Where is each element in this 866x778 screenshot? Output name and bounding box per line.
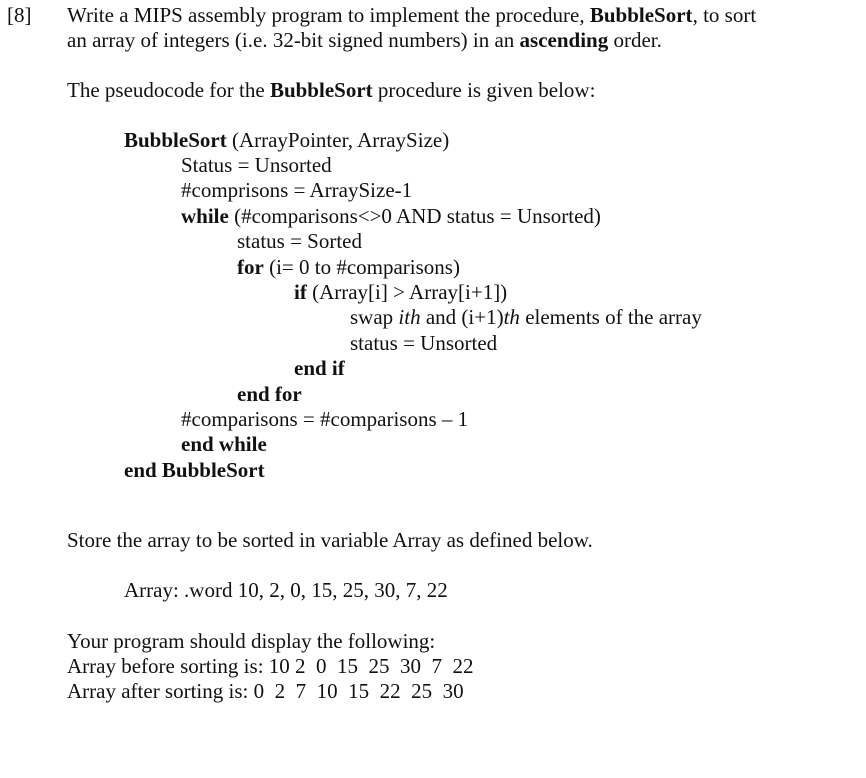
pseudocode-intro: The pseudocode for the BubbleSort procedure is given below:: [67, 78, 596, 102]
pseudocode-line: #comprisons = ArraySize-1: [181, 178, 413, 202]
pseudocode-line: end if: [294, 356, 345, 380]
pseudocode-line: status = Sorted: [237, 229, 363, 253]
sort-order: ascending: [519, 28, 609, 52]
marks-label: [8]: [7, 3, 32, 27]
pseudocode-line: for (i= 0 to #comparisons): [237, 255, 460, 279]
pseudocode-line: swap ith and (i+1)th elements of the array: [350, 305, 702, 329]
output-heading: Your program should display the following:: [67, 629, 436, 653]
output-before: Array before sorting is: 10 2 0 15 25 30 7 22: [67, 654, 474, 678]
pseudocode-line: BubbleSort (ArrayPointer, ArraySize): [124, 128, 450, 152]
pseudocode-line: status = Unsorted: [350, 331, 498, 355]
pseudocode-line: Status = Unsorted: [181, 153, 332, 177]
store-instruction: Store the array to be sorted in variable Array as defined below.: [67, 528, 593, 552]
procedure-name: BubbleSort: [589, 3, 693, 27]
pseudocode-line: end for: [237, 382, 302, 406]
pseudocode-line: end while: [181, 432, 267, 456]
pseudocode-line: if (Array[i] > Array[i+1]): [294, 280, 508, 304]
array-definition: Array: .word 10, 2, 0, 15, 25, 30, 7, 22: [124, 578, 448, 602]
intro-line-1: Write a MIPS assembly program to implement the procedure, BubbleSort, to sort: [67, 3, 757, 27]
output-after: Array after sorting is: 0 2 7 10 15 22 25 30: [67, 679, 464, 703]
pseudocode-line: #comparisons = #comparisons – 1: [181, 407, 469, 431]
pseudocode-line: while (#comparisons<>0 AND status = Unsorted): [181, 204, 601, 228]
pseudocode-line: end BubbleSort: [124, 458, 265, 482]
intro-line-2: an array of integers (i.e. 32-bit signed numbers) in an ascending order.: [67, 28, 662, 52]
